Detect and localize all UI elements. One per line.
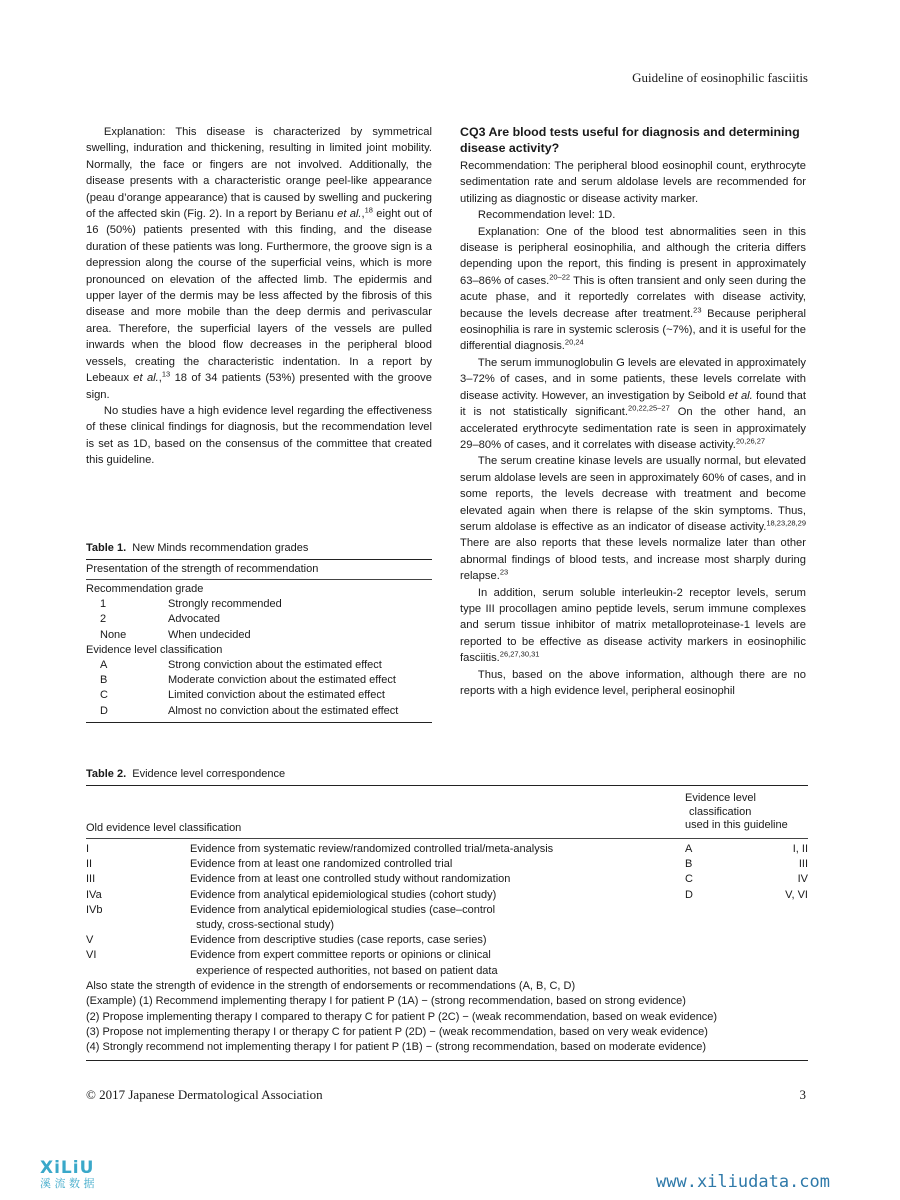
left-column <box>86 124 432 469</box>
citation-ref: 26,27,30,31 <box>499 649 540 659</box>
mapped-levels <box>755 903 808 918</box>
watermark-url: www.xiliudata.com <box>656 1172 830 1192</box>
table-row <box>86 888 808 903</box>
recommendation-level: Recommendation level: 1D. <box>477 209 616 222</box>
text-run: The serum creatine kinase levels are usually normal, but elevated serum aldolase levels are seen in approximately 60% of cases, and in some reports, the levels decrease with treatment and become elevated again when there is relapse of the skin symptoms. Thus, serum aldolase is effective as an indicator of disease activity. <box>460 455 806 533</box>
new-class <box>685 933 755 948</box>
level-desc: study, cross-sectional study) <box>190 919 335 932</box>
table-1 <box>86 541 432 723</box>
table-1-body <box>86 580 432 722</box>
table-label: Table 1. <box>86 542 127 554</box>
mapped-levels: III <box>798 858 808 871</box>
table-section-label <box>86 643 432 658</box>
old-level: IVb <box>86 903 103 916</box>
table-rule <box>86 722 432 723</box>
table-row <box>86 673 432 688</box>
text-run: , <box>361 208 365 221</box>
section-text: Evidence level classification <box>86 643 223 656</box>
table-row <box>86 903 808 918</box>
table-row <box>86 688 432 703</box>
grade-desc: When undecided <box>168 628 251 641</box>
cq3-heading: CQ3 Are blood tests useful for diagnosis and determining disease activity? <box>460 125 800 155</box>
old-level: I <box>86 843 90 855</box>
et-al: et al. <box>133 372 159 385</box>
col-header-line: used in this guideline <box>685 819 788 831</box>
right-paragraph-5 <box>460 453 806 584</box>
table-rule <box>86 1060 808 1061</box>
table-note: (4) Strongly recommend not implementing therapy I for patient P (1B) − (strong recommendation, based on moderate evidence) <box>86 1041 707 1054</box>
level-desc: experience of respected authorities, not based on patient data <box>190 964 498 977</box>
table-caption-text: New Minds recommendation grades <box>132 542 309 554</box>
citation-ref: 18 <box>364 205 373 215</box>
right-paragraph-3 <box>460 224 806 355</box>
watermark-logo <box>40 1160 150 1192</box>
citation-ref: 13 <box>161 369 171 379</box>
level-desc: Evidence from analytical epidemiological studies (case–control <box>190 903 496 916</box>
grade-code: 1 <box>100 598 107 611</box>
level-desc: Evidence from expert committee reports or opinions or clinical <box>190 949 491 962</box>
text-run: Because peripheral eosinophilia is rare in systemic sclerosis (~7%), and it is useful for the differential diagnosis. <box>460 307 806 353</box>
new-class: C <box>685 873 693 886</box>
table-2 <box>86 767 808 1061</box>
mapped-levels: IV <box>797 873 808 886</box>
right-paragraph-7: Thus, based on the above information, although there are no reports with a high evidence level, peripheral eosinophil <box>460 668 806 697</box>
table-1-header: Presentation of the strength of recommendation <box>86 563 319 575</box>
level-code: B <box>100 674 108 687</box>
level-desc: Strong conviction about the estimated effect <box>168 659 382 672</box>
level-desc: Evidence from at least one randomized controlled trial <box>190 858 453 871</box>
grade-desc: Strongly recommended <box>168 598 282 611</box>
table-2-header <box>86 786 808 838</box>
logo-subtitle: 溪 流 数 据 <box>40 1177 95 1190</box>
text-run: Explanation: One of the blood test abnormalities seen in this disease is peripheral eosinophilia, and although the criteria differs depending upon the report, this finding is present in approximately 63–86% of cases. <box>460 225 806 287</box>
level-code: C <box>100 689 108 702</box>
et-al: et al. <box>728 389 753 402</box>
col-header-line: classification <box>689 805 752 818</box>
page-number: 3 <box>799 1087 806 1102</box>
text-run: In addition, serum soluble interleukin-2 receptor levels, serum type III procollagen amino peptide levels, serum immune complexes and serum tissue inhibitor of matrix metalloproteinase-1 levels are reported to be effective as disease activity markers in eosinophilic fasciitis. <box>460 586 806 665</box>
grade-code: 2 <box>100 613 107 626</box>
text-run: found that it is not statistically significant. <box>460 389 806 419</box>
level-desc: Limited conviction about the estimated effect <box>168 689 385 702</box>
new-class: D <box>685 888 693 901</box>
level-desc: Evidence from analytical epidemiological studies (cohort study) <box>190 888 497 901</box>
left-paragraph-1 <box>86 124 432 403</box>
grade-desc: Advocated <box>168 613 220 626</box>
old-level: III <box>86 873 96 886</box>
table-label: Table 2. <box>86 768 127 780</box>
text-run: On the other hand, an accelerated erythrocyte sedimentation rate is seen in approximately 29–80% of cases, and it correlates with disease activity. <box>460 406 806 451</box>
level-desc: Evidence from descriptive studies (case reports, case series) <box>190 934 487 947</box>
table-1-caption <box>86 541 432 555</box>
right-column <box>460 124 806 699</box>
table-row <box>86 612 432 627</box>
table-row <box>86 842 808 857</box>
table-row <box>86 857 808 872</box>
citation-ref: 20,24 <box>564 337 584 347</box>
old-level <box>86 964 190 979</box>
running-header: Guideline of eosinophilic fasciitis <box>632 70 808 85</box>
recommendation-text: Recommendation: The peripheral blood eosinophil count, erythrocyte sedimentation rate and serum aldolase levels are recommended for utilizing as diagnostic or disease activity marker. <box>460 160 806 205</box>
table-row <box>86 628 432 643</box>
table-row <box>86 918 808 933</box>
text-run: 18 of 34 patients (53%) presented with the groove sign. <box>86 372 432 401</box>
text-run: This is often transient and only seen during the acute phase, and it reportedly correlates with disease activity, because the levels decrease after treatment. <box>460 274 806 320</box>
level-code: D <box>100 704 108 717</box>
mapped-levels <box>755 918 808 933</box>
text-run: , <box>158 372 162 385</box>
level-code: A <box>100 659 108 672</box>
table-row <box>86 948 808 963</box>
old-level <box>86 918 190 933</box>
table-note: (3) Propose not implementing therapy I or therapy C for patient P (2D) − (weak recommendation, based on very weak evidence) <box>86 1026 708 1039</box>
table-row <box>86 933 808 948</box>
mapped-levels <box>755 948 808 963</box>
new-class: A <box>685 843 693 855</box>
table-row <box>86 597 432 612</box>
right-paragraph-4 <box>460 355 806 453</box>
old-level: II <box>86 858 93 871</box>
text-run: eight out of 16 (50%) patients presented with this finding, and the disease duration of these patients was long. Furthermore, the groove sign is a depression along the course of the superficial veins, which is more pronounced on elevation of the affected limb. The epidermis and upper layer of the dermis may be less affected by the fibrosis of this disease and more mobile than the deep dermis and perivascular area. Therefore, the superficial layers of the vessels are pulled inwards when the blood flow decreases in the peripheral blood vessels, creating the characteristic indentation. In a report by Lebeaux <box>86 208 432 385</box>
mapped-levels <box>755 964 808 979</box>
copyright-footer: © 2017 Japanese Dermatological Association <box>86 1087 323 1102</box>
text-run: Explanation: This disease is characterized by symmetrical swelling, induration and thickening, resulting in limited joint mobility. Normally, the face or fingers are not involved. Additionally, the disease presents with a characteristic orange peel-like appearance (peau d’orange appearance) that is caused by swelling and puckering of the affected skin (Fig. 2). In a report by Berianu <box>86 126 432 221</box>
table-row <box>86 704 432 719</box>
grade-code: None <box>100 628 127 641</box>
col-header-line: Evidence level <box>685 792 756 804</box>
col-header-new <box>685 792 810 833</box>
logo-mark: XiLiU <box>40 1158 95 1178</box>
citation-ref: 23 <box>693 304 702 314</box>
table-caption-text: Evidence level correspondence <box>132 768 286 780</box>
table-note: Also state the strength of evidence in the strength of endorsements or recommendations (A, B, C, D) <box>86 979 576 992</box>
table-note: (Example) (1) Recommend implementing therapy I for patient P (1A) − (strong recommendation, based on strong evidence) <box>86 995 686 1008</box>
right-paragraph-6 <box>460 585 806 667</box>
old-level: V <box>86 934 94 947</box>
new-class <box>685 903 755 918</box>
mapped-levels: V, VI <box>785 888 808 901</box>
citation-ref: 20,26,27 <box>735 436 766 446</box>
new-class: B <box>685 858 693 871</box>
citation-ref: 23 <box>499 567 509 577</box>
citation-ref: 20–22 <box>549 272 571 282</box>
new-class <box>685 948 755 963</box>
et-al: et al. <box>337 208 362 221</box>
text-run: The serum immunoglobulin G levels are elevated in approximately 3–72% of cases, and in some patients, these levels correlate with disease activity. However, an investigation by Seibold <box>460 356 806 402</box>
table-2-body <box>86 839 808 1060</box>
level-desc: Evidence from systematic review/randomized controlled trial/meta-analysis <box>190 843 554 855</box>
old-level: VI <box>86 949 97 962</box>
table-row <box>86 872 808 887</box>
level-desc: Moderate conviction about the estimated effect <box>168 674 396 687</box>
new-class <box>685 964 755 979</box>
mapped-levels <box>755 933 808 948</box>
citation-ref: 20,22,25–27 <box>628 403 670 413</box>
table-row <box>86 964 808 979</box>
table-row <box>86 658 432 673</box>
level-desc: Almost no conviction about the estimated effect <box>168 704 399 717</box>
table-2-notes <box>86 979 808 1056</box>
table-2-caption <box>86 767 808 781</box>
new-class <box>685 918 755 933</box>
section-text: Recommendation grade <box>86 583 204 595</box>
col-header-old: Old evidence level classification <box>86 822 242 834</box>
level-desc: Evidence from at least one controlled study without randomization <box>190 873 511 886</box>
left-paragraph-2: No studies have a high evidence level regarding the effectiveness of these clinical findings for diagnosis, but the recommendation level is set as 1D, based on the consensus of the committee that created this guideline. <box>86 404 432 467</box>
table-section-label <box>86 582 432 597</box>
old-level: IVa <box>86 888 102 901</box>
citation-ref: 18,23,28,29 <box>766 518 806 528</box>
mapped-levels: I, II <box>792 843 808 855</box>
table-note: (2) Propose implementing therapy I compared to therapy C for patient P (2C) − (weak recommendation, based on weak evidence) <box>86 1010 718 1023</box>
text-run: There are also reports that these levels normalize later than other abnormal findings of blood tests, and increase most sharply during relapse. <box>460 537 806 583</box>
